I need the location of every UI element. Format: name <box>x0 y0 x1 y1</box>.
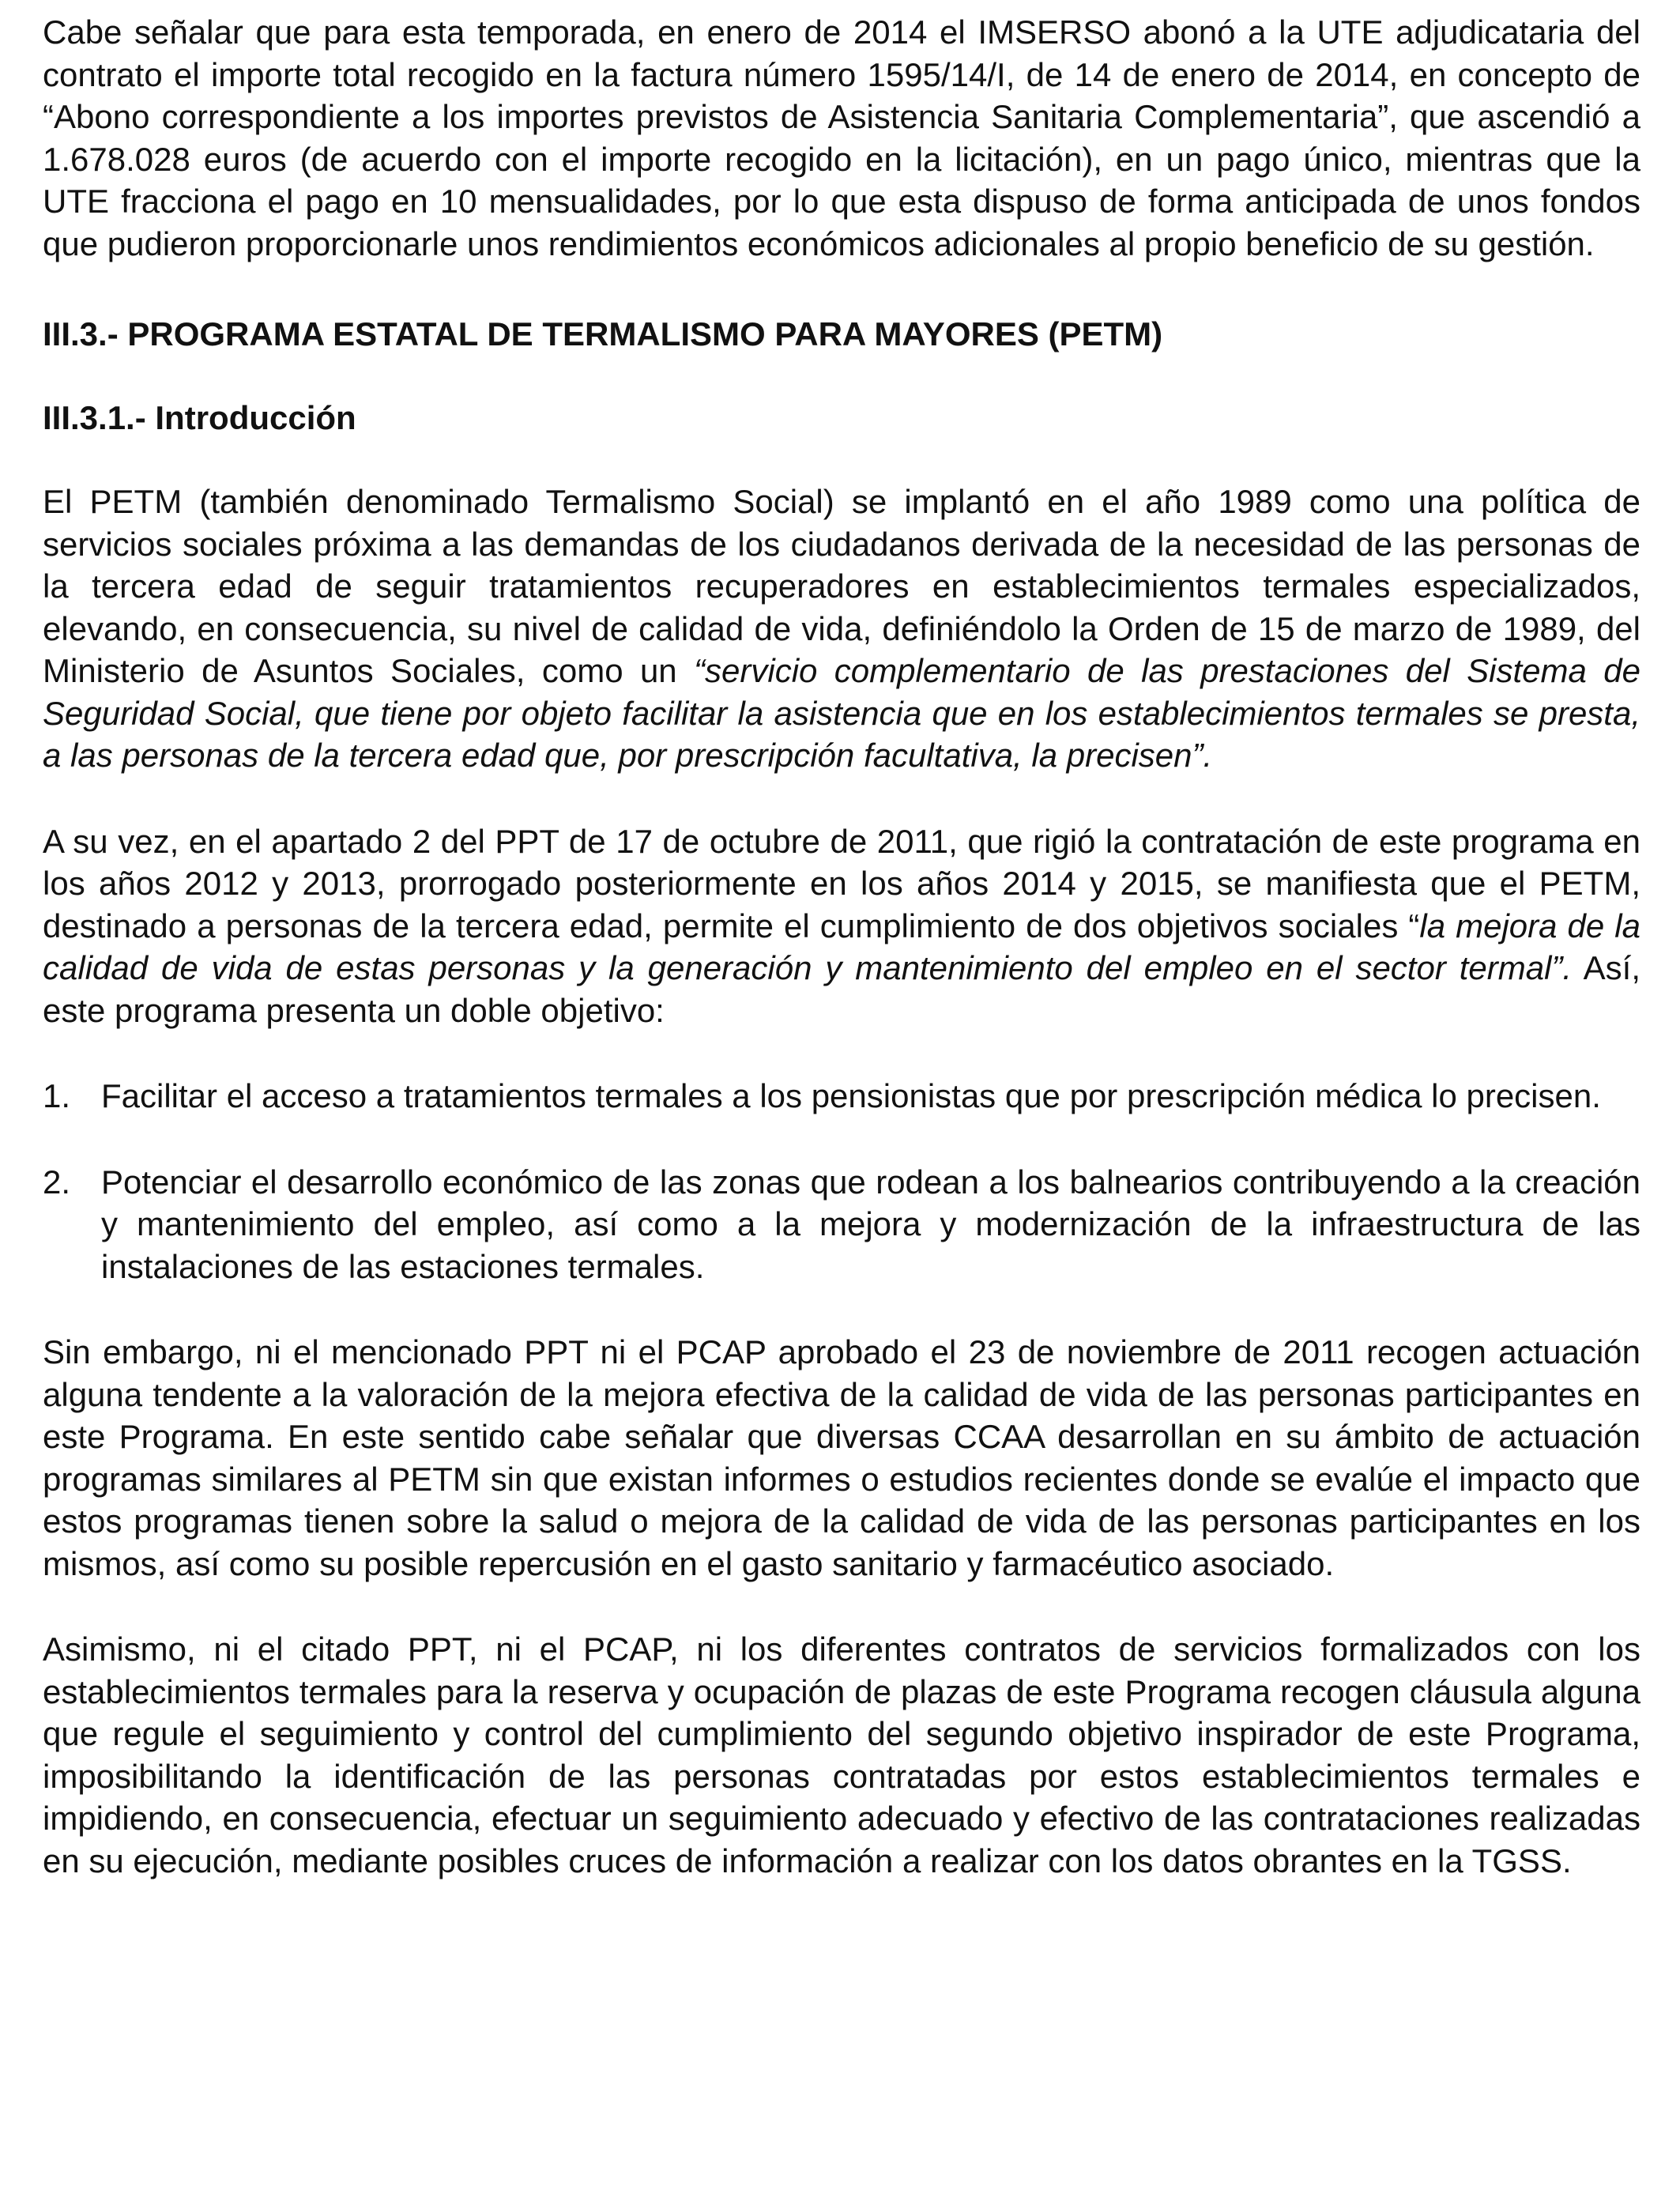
paragraph-sin-embargo: Sin embargo, ni el mencionado PPT ni el PCAP aprobado el 23 de noviembre de 2011 recogen actuación alguna tendente a la valoración de la mejora efectiva de la calidad de vida de las personas participantes en este Programa. En este sentido cabe señalar que diversas CCAA desarrollan en su ámbito de actuación programas similares al PETM sin que existan informes o estudios recientes donde se evalúe el impacto que estos programas tienen sobre la salud o mejora de la calidad de vida de las personas participantes en los mismos, así como su posible repercusión en el gasto sanitario y farmacéutico asociado. <box>43 1333 1640 1582</box>
list-item-text: Facilitar el acceso a tratamientos termales a los pensionistas que por prescripción médica lo precisen. <box>101 1077 1601 1114</box>
paragraph-petm-text: El PETM (también denominado Termalismo Social) se implantó en el año 1989 como una política de servicios sociales próxima a las demandas de los ciudadanos derivada de la necesidad de las personas de la tercera edad de seguir tratamientos recuperadores en establecimientos termales especializados, elevando, en consecuencia, su nivel de calidad de vida, definiéndolo la Orden de 15 de marzo de 1989, del Ministerio de Asuntos Sociales, como un <box>43 483 1640 689</box>
document-page <box>43 11 1640 1882</box>
paragraph-abono: Cabe señalar que para esta temporada, en enero de 2014 el IMSERSO abonó a la UTE adjudicataria del contrato el importe total recogido en la factura número 1595/14/I, de 14 de enero de 2014, en concepto de “Abono correspondiente a los importes previstos de Asistencia Sanitaria Complementaria”, que ascendió a 1.678.028 euros (de acuerdo con el importe recogido en la licitación), en un pago único, mientras que la UTE fracciona el pago en 10 mensualidades, por lo que esta dispuso de forma anticipada de unos fondos que pudieron proporcionarle unos rendimientos económicos adicionales al propio beneficio de su gestión. <box>43 13 1640 262</box>
paragraph-petm-definition <box>43 481 1640 777</box>
list-item-number: 1. <box>43 1077 71 1114</box>
list-item <box>43 1161 1640 1288</box>
paragraph-ppt <box>43 820 1640 1032</box>
paragraph-ppt-tail: Así, este programa presenta un doble objetivo: <box>43 949 1640 1029</box>
section-heading: III.3.- PROGRAMA ESTATAL DE TERMALISMO PARA MAYORES (PETM) <box>43 315 1163 352</box>
paragraph-ppt-text: A su vez, en el apartado 2 del PPT de 17 de octubre de 2011, que rigió la contratación de este programa en los años 2012 y 2013, prorrogado posteriormente en los años 2014 y 2015, se manifiesta que el PETM, destinado a personas de la tercera edad, permite el cumplimiento de dos objetivos sociales “ <box>43 822 1640 944</box>
paragraph-petm-quote: “servicio complementario de las prestaciones del Sistema de Seguridad Social, que tiene por objeto facilitar la asistencia que en los establecimientos termales se presta, a las personas de la tercera edad que, por prescripción facultativa, la precisen”. <box>43 652 1640 774</box>
list-item-text: Potenciar el desarrollo económico de las zonas que rodean a los balnearios contribuyendo a la creación y mantenimiento del empleo, así como a la mejora y modernización de la infraestructura de las instalaciones de las estaciones termales. <box>101 1163 1640 1285</box>
subsection-heading: III.3.1.- Introducción <box>43 398 356 436</box>
list-item <box>43 1075 1640 1118</box>
list-item-number: 2. <box>43 1163 71 1201</box>
paragraph-asimismo: Asimismo, ni el citado PPT, ni el PCAP, ni los diferentes contratos de servicios formalizados con los establecimientos termales para la reserva y ocupación de plazas de este Programa recogen cláusula alguna que regule el seguimiento y control del cumplimiento del segundo objetivo inspirador de este Programa, imposibilitando la identificación de las personas contratadas por estos establecimientos termales e impidiendo, en consecuencia, efectuar un seguimiento adecuado y efectivo de las contrataciones realizadas en su ejecución, mediante posibles cruces de información a realizar con los datos obrantes en la TGSS. <box>43 1630 1640 1879</box>
paragraph-ppt-quote: la mejora de la calidad de vida de estas personas y la generación y mantenimiento del empleo en el sector termal”. <box>43 907 1640 986</box>
